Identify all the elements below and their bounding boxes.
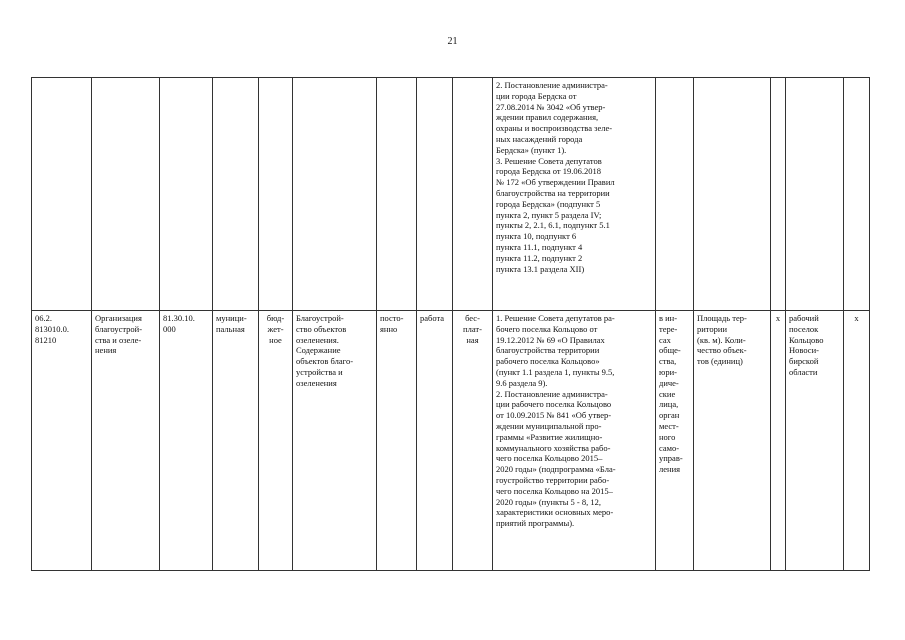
payment-cell [453, 78, 493, 311]
service-name-cell: Организация благоустрой- ства и озеле- нения [92, 311, 160, 571]
level-cell: муници- пальная [213, 311, 259, 571]
budget-cell: бюд- жет- ное [259, 311, 293, 571]
service-name-cell [92, 78, 160, 311]
periodicity-cell [377, 78, 417, 311]
indicator-cell: Площадь тер- ритории (кв. м). Коли- чество объек- тов (единиц) [694, 311, 771, 571]
table-row [32, 78, 870, 311]
periodicity-cell: посто- янно [377, 311, 417, 571]
payment-cell: бес- плат- ная [453, 311, 493, 571]
service-code-cell: 06.2. 813010.0. 81210 [32, 311, 92, 571]
content-cell: Благоустрой- ство объектов озеленения. Содержание объектов благо- устройства и озеленения [293, 311, 377, 571]
legal-basis-cell: 2. Постановление администра- ции города Бердска от 27.08.2014 № 3042 «Об утвер- ждении правил содержания, охраны и воспроизводства зеле- ных насаждений города Бердска» (пункт 1). 3. Решение Совета депутатов города Бердска от 19.06.2018 № 172 «Об утверждении Правил благоустройства на территории города Бердска» (подпункт 5 пункта 2, пункт 5 раздела IV; пункты 2, 2.1, 6.1, подпункт 5.1 пункта 10, подпункт 6 пункта 11.1, подпункт 4 пункта 11.2, подпункт 2 пункта 13.1 раздела XII) [493, 78, 656, 311]
okved-cell: 81.30.10. 000 [160, 311, 213, 571]
territory-cell [786, 78, 844, 311]
territory-cell: рабочий поселок Кольцово Новоси- бирской области [786, 311, 844, 571]
indicator-cell [694, 78, 771, 311]
content-cell [293, 78, 377, 311]
okved-cell [160, 78, 213, 311]
x-cell: x [771, 311, 786, 571]
legal-basis-cell: 1. Решение Совета депутатов ра- бочего поселка Кольцово от 19.12.2012 № 69 «О Правилах благоустройства территории рабочего поселка Кольцово» (пункт 1.1 раздела 1, пункты 9.5, 9.6 раздела 9). 2. Постановление администра- ции рабочего поселка Кольцово от 10.09.2015 № 841 «Об утвер- ждении муниципальной про- граммы «Развитие жилищно- коммунального хозяйства рабо- чего поселка Кольцово 2015– 2020 годы» (подпрограмма «Бла- гоустройство территории рабо- чего поселка Кольцово на 2015– 2020 годы» (пункты 5 - 8, 12, характеристики основных меро- приятий программы). [493, 311, 656, 571]
page-number: 21 [447, 36, 458, 47]
consumers-cell: в ин- тере- сах обще- ства, юри- диче- ские лица, орган мест- ного само- управ- ления [656, 311, 694, 571]
type-cell [417, 78, 453, 311]
level-cell [213, 78, 259, 311]
type-cell: работа [417, 311, 453, 571]
x-cell [771, 78, 786, 311]
services-table [31, 77, 870, 571]
service-code-cell [32, 78, 92, 311]
consumers-cell [656, 78, 694, 311]
budget-cell [259, 78, 293, 311]
x-cell: x [844, 311, 870, 571]
x-cell [844, 78, 870, 311]
table-row [32, 311, 870, 571]
